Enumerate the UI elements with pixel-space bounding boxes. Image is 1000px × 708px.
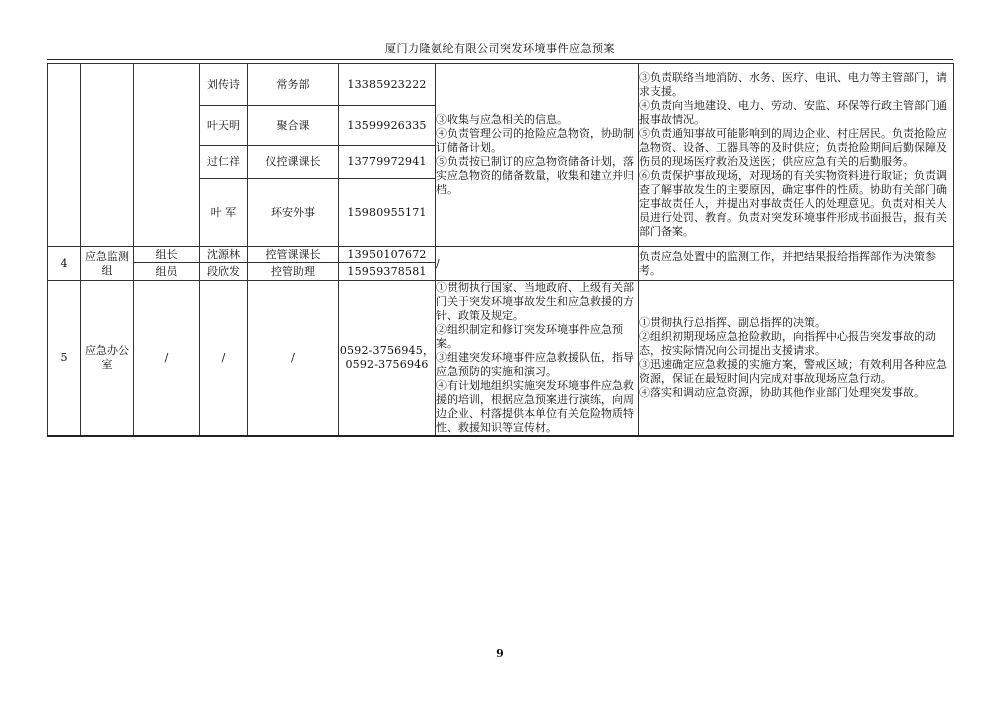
member-position: 仪控课课长	[248, 146, 339, 179]
duty-item: ②组织初期现场应急抢险救助，向指挥中心报告突发事故的动态，按实际情况向公司提出支援请求。	[639, 330, 936, 357]
duty-item: ⑥负责保护事故现场，对现场的有关实物资料进行取证；负责调查了解事故发生的主要原因，确定事件的性质。协助有关部门确定事故责任人，并提出对事故责任人的处理意见。负责对相关人员进行处罚、教育。负责对突发环境事件形成书面报告，报有关部门备案。	[639, 169, 947, 238]
normal-duties-cell	[436, 281, 639, 437]
duty-item: ①贯彻执行总指挥、副总指挥的决策。	[639, 316, 826, 329]
member-position: /	[248, 281, 339, 437]
member-position: 聚合课	[248, 106, 339, 146]
member-name: 过仁祥	[200, 146, 248, 179]
duty-item: ①贯彻执行国家、当地政府、上级有关部门关于突发环境事故发生和应急救援的方针、政策及规定。	[436, 281, 634, 322]
normal-duties-cell: /	[436, 247, 639, 281]
member-name: 叶 军	[200, 179, 248, 247]
member-phone: 13950107672	[339, 247, 436, 263]
member-name: 段欣发	[200, 263, 248, 281]
page-number: 9	[496, 647, 504, 660]
index-cell-empty	[48, 64, 81, 247]
header-divider	[47, 59, 953, 60]
role-cell-empty	[134, 64, 200, 247]
normal-duties-cell	[436, 64, 639, 247]
member-phone: 13385923222	[339, 64, 436, 106]
duty-item: ③组建突发环境事件应急救援队伍，指导应急预防的实施和演习。	[436, 351, 634, 378]
emergency-duties-cell	[639, 281, 954, 437]
duty-item: ③收集与应急相关的信息。	[436, 113, 568, 126]
duty-item: ④有计划地组织实施突发环境事件应急救援的培训，根据应急预案进行演练，向周边企业、村落提供本单位有关危险物质特性、救援知识等宣传材。	[436, 379, 634, 434]
duty-item: ③迅速确定应急救援的实施方案，警戒区域；有效利用各种应急资源，保证在最短时间内完成对事故现场应急行动。	[639, 358, 947, 385]
table-row	[48, 64, 954, 106]
group-name: 应急监测组	[81, 247, 134, 281]
member-phone: 15959378581	[339, 263, 436, 281]
member-position: 常务部	[248, 64, 339, 106]
row-index: 4	[48, 247, 81, 281]
member-role: 组员	[134, 263, 200, 281]
member-name: 刘传诗	[200, 64, 248, 106]
member-phone: 0592-3756945，0592-3756946	[339, 281, 436, 437]
member-phone: 13779972941	[339, 146, 436, 179]
row-index: 5	[48, 281, 81, 437]
member-position: 控管助理	[248, 263, 339, 281]
group-name: 应急办公室	[81, 281, 134, 437]
member-role: 组长	[134, 247, 200, 263]
table-row	[48, 281, 954, 437]
member-name: 叶天明	[200, 106, 248, 146]
document-header-title: 厦门力隆氨纶有限公司突发环境事件应急预案	[385, 42, 615, 55]
duty-item: ⑤负责按已制订的应急物资储备计划，落实应急物资的储备数量，收集和建立并归档。	[436, 155, 634, 196]
member-phone: 15980955171	[339, 179, 436, 247]
member-position: 环安外事	[248, 179, 339, 247]
duty-item: ③负责联络当地消防、水务、医疗、电讯、电力等主管部门，请求支援。	[639, 71, 947, 98]
duty-item: ⑤负责通知事故可能影响到的周边企业、村庄居民。负责抢险应急物资、设备、工器具等的及时供应；负责抢险期间后勤保障及伤员的现场医疗救治及送医；供应应急有关的后勤服务。	[639, 127, 947, 168]
duty-item: ④负责向当地建设、电力、劳动、安监、环保等行政主管部门通报事故情况。	[639, 99, 947, 126]
member-position: 控管课课长	[248, 247, 339, 263]
table-row	[48, 247, 954, 263]
member-phone: 13599926335	[339, 106, 436, 146]
member-name: 沈源林	[200, 247, 248, 263]
emergency-duties-cell: 负责应急处置中的监测工作，并把结果报给指挥部作为决策参考。	[639, 247, 954, 281]
member-role: /	[134, 281, 200, 437]
emergency-duties-cell	[639, 64, 954, 247]
duty-item: ②组织制定和修订突发环境事件应急预案。	[436, 323, 623, 350]
group-cell-empty	[81, 64, 134, 247]
duty-item: ④落实和调动应急资源，协助其他作业部门处理突发事故。	[639, 386, 925, 399]
member-name: /	[200, 281, 248, 437]
emergency-organization-table	[47, 63, 954, 437]
duty-item: ④负责管理公司的抢险应急物资，协助制订储备计划。	[436, 127, 634, 154]
